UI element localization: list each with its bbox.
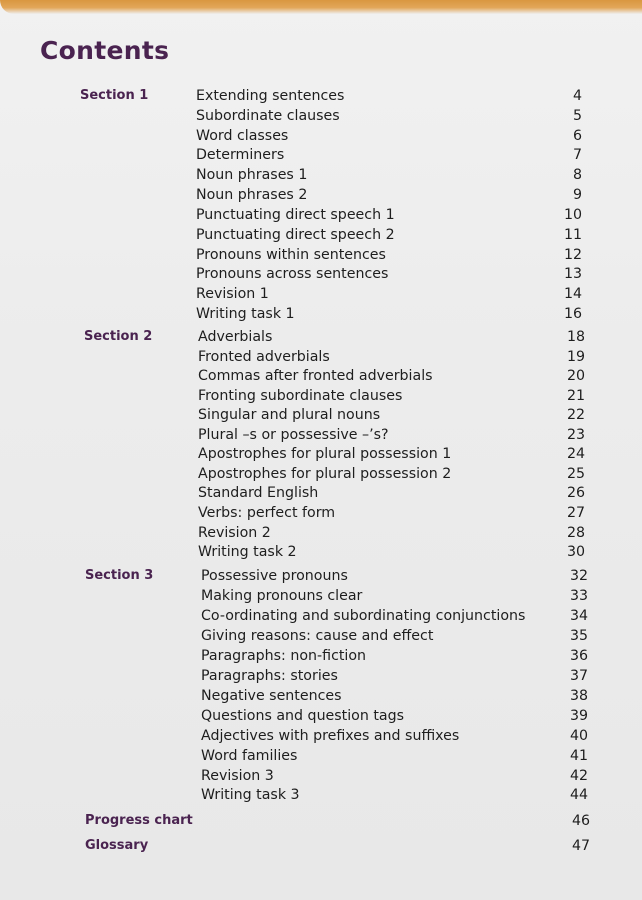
- toc-topic: Word families: [201, 747, 298, 764]
- toc-row: [0, 766, 642, 786]
- toc-page-number: 47: [571, 838, 590, 854]
- toc-page-number: 41: [569, 747, 588, 764]
- toc-topic: Plural –s or possessive –’s?: [198, 426, 389, 443]
- extra-label: Glossary: [85, 838, 149, 853]
- toc-topic: Noun phrases 1: [196, 167, 308, 184]
- toc-page-number: 22: [566, 407, 585, 424]
- toc-page-number: 40: [569, 727, 588, 744]
- toc-topic: Verbs: perfect form: [198, 504, 336, 521]
- toc-page-number: 25: [566, 465, 585, 482]
- toc-page-number: 23: [566, 426, 585, 443]
- toc-page-number: 8: [572, 167, 582, 184]
- toc-row: [0, 386, 642, 406]
- page-top-edge: [0, 0, 642, 14]
- page-title: Contents: [40, 36, 170, 65]
- toc-topic: Adjectives with prefixes and suffixes: [201, 727, 460, 744]
- toc-row: [0, 706, 642, 726]
- toc-topic: Extending sentences: [196, 88, 345, 104]
- toc-page-number: 38: [569, 687, 588, 704]
- toc-row: [0, 646, 642, 666]
- toc-topic: Adverbials: [198, 329, 273, 345]
- toc-page-number: 44: [569, 787, 588, 804]
- toc-row: [0, 586, 642, 606]
- toc-topic: Fronting subordinate clauses: [198, 387, 403, 404]
- toc-page-number: 35: [569, 627, 588, 644]
- toc-topic: Punctuating direct speech 1: [196, 206, 395, 223]
- toc-row: [0, 304, 642, 324]
- toc-page-number: 21: [566, 387, 585, 404]
- toc-row: [0, 746, 642, 766]
- toc-page-number: 14: [563, 286, 582, 303]
- toc-page-number: 16: [563, 306, 582, 323]
- toc-topic: Co-ordinating and subordinating conjunctions: [201, 607, 526, 624]
- toc-topic: Apostrophes for plural possession 1: [198, 446, 452, 463]
- section-label: Section 2: [84, 329, 153, 344]
- toc-page-number: 7: [572, 147, 582, 164]
- toc-row: [0, 542, 642, 562]
- toc-row: [0, 785, 642, 805]
- extra-label: Progress chart: [85, 813, 193, 828]
- toc-row: [0, 666, 642, 686]
- toc-row: [0, 205, 642, 225]
- toc-row: [0, 425, 642, 445]
- toc-page-number: 11: [563, 226, 582, 243]
- toc-page-number: 6: [572, 127, 582, 144]
- toc-page-number: 10: [563, 206, 582, 223]
- toc-page-number: 12: [563, 246, 582, 263]
- toc-topic: Fronted adverbials: [198, 348, 330, 365]
- toc-page-number: 26: [566, 485, 585, 502]
- toc-row: [0, 165, 642, 185]
- toc-page-number: 37: [569, 667, 588, 684]
- toc-topic: Writing task 3: [201, 787, 300, 804]
- toc-topic: Revision 2: [198, 524, 271, 541]
- toc-page-number: 4: [572, 88, 582, 104]
- toc-page-number: 19: [566, 348, 585, 365]
- toc-topic: Pronouns within sentences: [196, 246, 386, 263]
- toc-page-number: 18: [566, 329, 585, 345]
- toc-topic: Paragraphs: non-fiction: [201, 647, 367, 664]
- toc-row: [0, 185, 642, 205]
- toc-row: [0, 86, 642, 106]
- toc-page-number: 30: [566, 544, 585, 561]
- toc-topic: Making pronouns clear: [201, 587, 363, 604]
- toc-row: [0, 264, 642, 284]
- toc-row: [0, 245, 642, 265]
- toc-row: [0, 523, 642, 543]
- toc-page-number: 5: [572, 107, 582, 124]
- toc-topic: Revision 1: [196, 286, 269, 303]
- toc-topic: Pronouns across sentences: [196, 266, 389, 283]
- toc-extra-row: [0, 811, 642, 831]
- toc-row: [0, 284, 642, 304]
- toc-row: [0, 726, 642, 746]
- toc-page-number: 46: [571, 813, 590, 829]
- toc-topic: Questions and question tags: [201, 707, 405, 724]
- toc-row: [0, 106, 642, 126]
- toc-row: [0, 126, 642, 146]
- toc-topic: Giving reasons: cause and effect: [201, 627, 434, 644]
- toc-topic: Possessive pronouns: [201, 568, 348, 584]
- toc-row: [0, 347, 642, 367]
- toc-topic: Singular and plural nouns: [198, 407, 381, 424]
- toc-page-number: 42: [569, 767, 588, 784]
- toc-extra-row: [0, 836, 642, 856]
- toc-topic: Punctuating direct speech 2: [196, 226, 395, 243]
- toc-topic: Noun phrases 2: [196, 187, 308, 204]
- toc-page-number: 39: [569, 707, 588, 724]
- toc-page-number: 28: [566, 524, 585, 541]
- toc-page-number: 13: [563, 266, 582, 283]
- toc-row: [0, 145, 642, 165]
- toc-row: [0, 686, 642, 706]
- toc-page-number: 34: [569, 607, 588, 624]
- toc-row: [0, 444, 642, 464]
- toc-row: [0, 366, 642, 386]
- toc-topic: Word classes: [196, 127, 289, 144]
- toc-row: [0, 405, 642, 425]
- toc-page-number: 9: [572, 187, 582, 204]
- toc-topic: Subordinate clauses: [196, 107, 340, 124]
- section-label: Section 3: [85, 568, 154, 583]
- toc-topic: Apostrophes for plural possession 2: [198, 465, 452, 482]
- toc-row: [0, 606, 642, 626]
- toc-page-number: 33: [569, 587, 588, 604]
- toc-page-number: 36: [569, 647, 588, 664]
- toc-row: [0, 566, 642, 586]
- toc-topic: Revision 3: [201, 767, 274, 784]
- toc-row: [0, 225, 642, 245]
- toc-row: [0, 483, 642, 503]
- toc-topic: Paragraphs: stories: [201, 667, 338, 684]
- toc-topic: Standard English: [198, 485, 319, 502]
- toc-row: [0, 464, 642, 484]
- toc-topic: Determiners: [196, 147, 285, 164]
- toc-page-number: 32: [569, 568, 588, 584]
- toc-topic: Negative sentences: [201, 687, 342, 704]
- toc-row: [0, 327, 642, 347]
- toc-row: [0, 503, 642, 523]
- toc-page-number: 27: [566, 504, 585, 521]
- toc-topic: Writing task 2: [198, 544, 297, 561]
- toc-row: [0, 626, 642, 646]
- section-label: Section 1: [80, 88, 149, 103]
- toc-page-number: 20: [566, 368, 585, 385]
- toc-page-number: 24: [566, 446, 585, 463]
- toc-topic: Commas after fronted adverbials: [198, 368, 433, 385]
- toc-topic: Writing task 1: [196, 306, 295, 323]
